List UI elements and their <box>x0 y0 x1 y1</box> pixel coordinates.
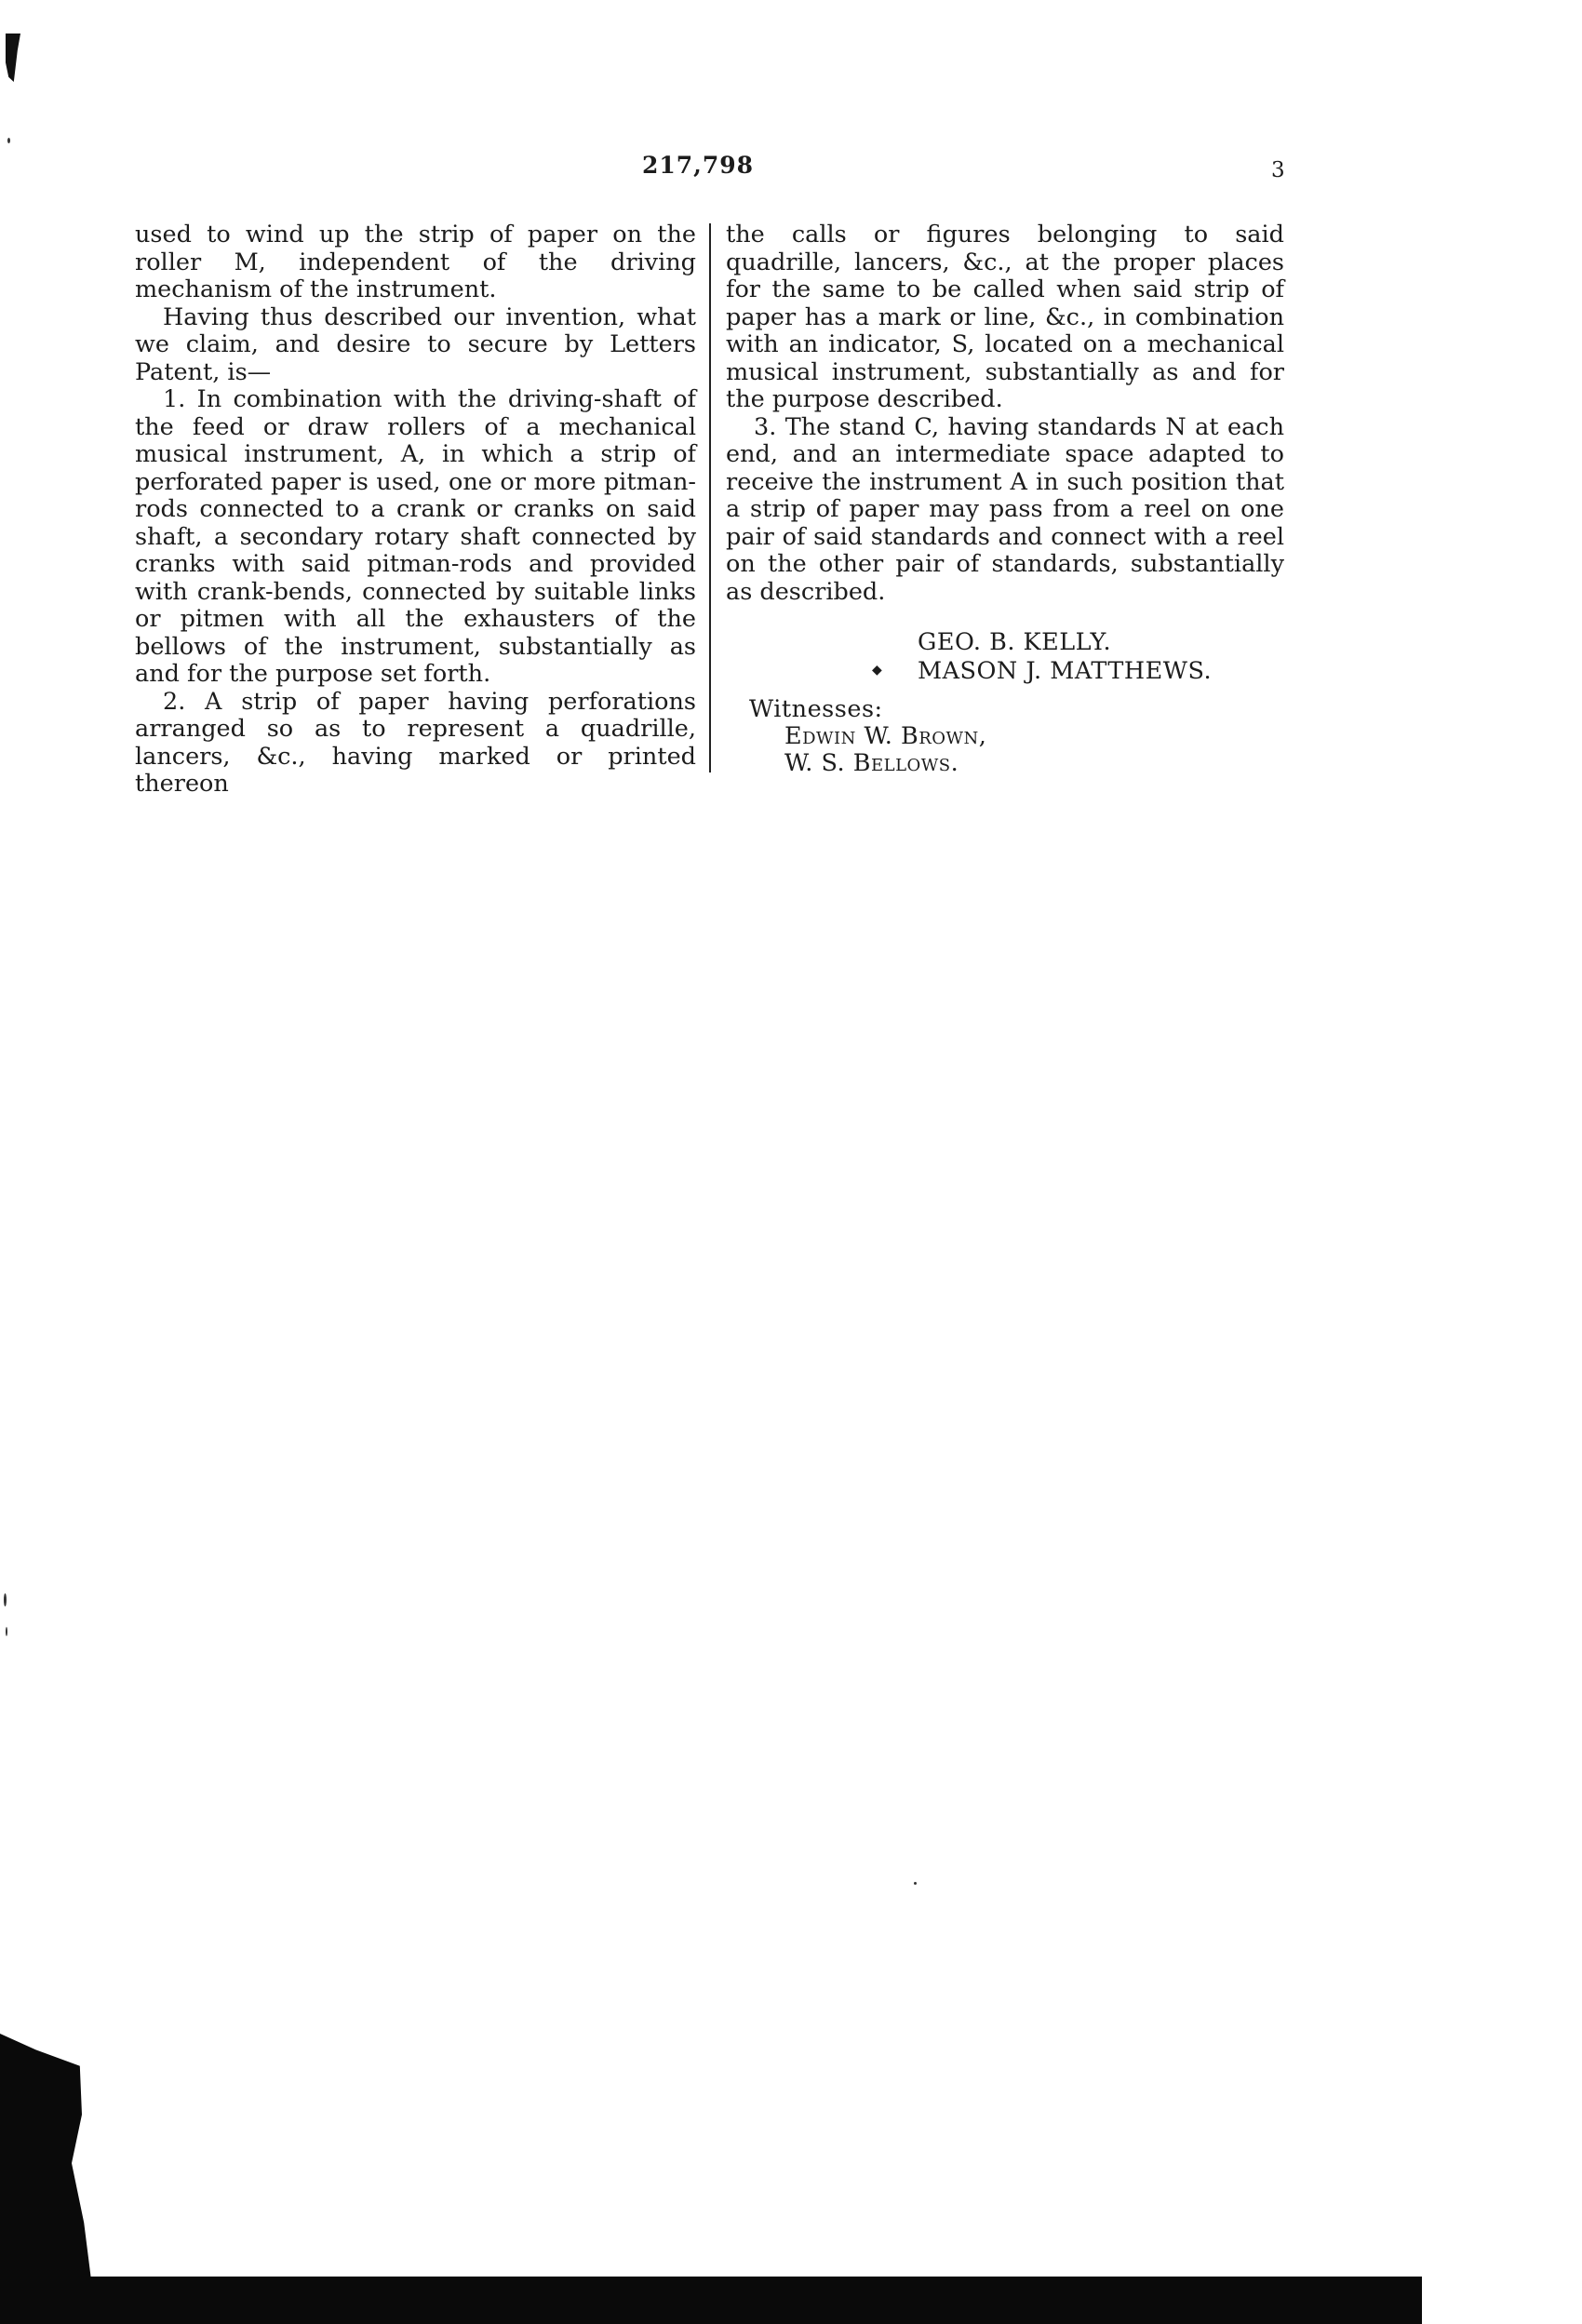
inventor-signature-2: MASON J. MATTHEWS. <box>918 657 1213 685</box>
left-column <box>135 222 696 799</box>
scan-bottom-bar <box>0 2277 1422 2324</box>
signature-mark-icon: ◆ <box>872 663 882 678</box>
paragraph-continuation: used to wind up the strip of paper on the roller M, independent of the driving mechanism of the instrument. <box>135 221 696 303</box>
right-column <box>726 222 1284 606</box>
patent-number: 217,798 <box>641 152 755 179</box>
scan-speck <box>6 1627 7 1636</box>
paragraph-claim-3: 3. The stand C, having standards N at each end, and an intermediate space adapted to receive the instrument A in such position that a strip of paper may pass from a reel on one pair of said standards and connect with a reel on the other pair of standards, substantially as described. <box>726 412 1284 606</box>
scan-speck <box>7 138 10 143</box>
page-number: 3 <box>1271 158 1285 182</box>
scan-corner-mark <box>6 34 20 82</box>
inventor-signature-1: GEO. B. KELLY. <box>918 628 1112 656</box>
paragraph-claim-2-end: the calls or figures belonging to said quadrille, lancers, &c., at the proper places for the same to be called when said strip of paper has a mark or line, &c., in combination with an indicator, S, located on a mechanical musical instrument, substantially as and for the purpose described. <box>726 221 1284 413</box>
scan-speck <box>914 1882 917 1885</box>
scan-speck <box>4 1593 7 1606</box>
column-divider <box>709 223 711 772</box>
witness-signature-1: Edwin W. Brown, <box>784 722 987 750</box>
paragraph-claims-intro: Having thus described our invention, what we claim, and desire to secure by Letters Patent, is— <box>135 302 696 386</box>
paragraph-claim-1: 1. In combination with the driving-shaft of the feed or draw rollers of a mechanical musical instrument, A, in which a strip of perforated paper is used, one or more pitman-rods connected to a crank or cranks on said shaft, a secondary rotary shaft connected by cranks with said pitman-rods and provided with crank-bends, connected by suitable links or pitmen with all the exhausters of the bellows of the instrument, substantially as and for the purpose set forth. <box>135 385 696 688</box>
paragraph-claim-2-start: 2. A strip of paper having perforations arranged so as to represent a quadrille, lancers, &c., having marked or printed thereon <box>135 687 696 798</box>
scan-edge-blot <box>0 2034 102 2304</box>
witnesses-label: Witnesses: <box>749 695 883 723</box>
witness-signature-2: W. S. Bellows. <box>784 749 959 777</box>
